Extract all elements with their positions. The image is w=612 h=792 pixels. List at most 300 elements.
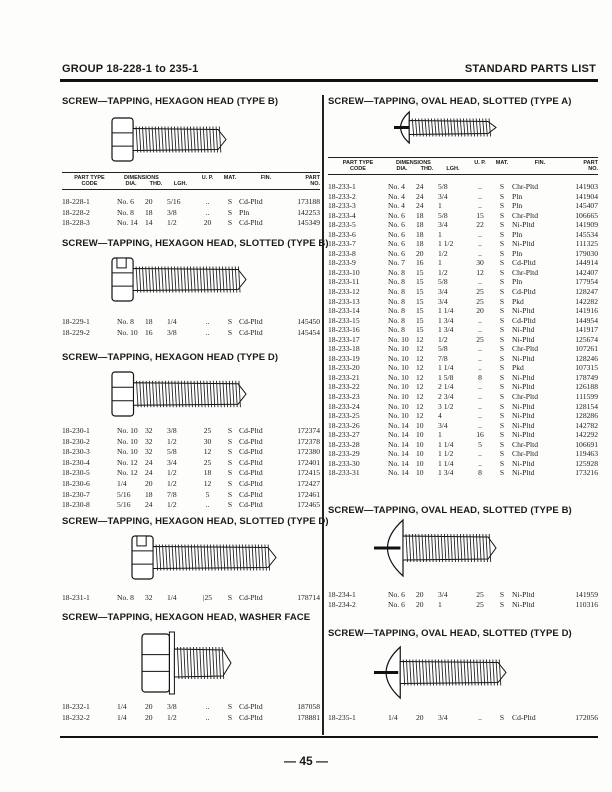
cell-code: 18-233-27 <box>328 430 360 440</box>
table-row <box>328 354 598 364</box>
cell-part: 142782 <box>575 420 598 430</box>
cell-fin: Cd-Pltd <box>512 713 536 722</box>
cell-thd: 10 <box>416 430 424 440</box>
screw-illustration <box>110 252 250 312</box>
cell-dia: No. 6 <box>388 248 405 258</box>
cell-lgh: 1 1/4 <box>438 458 454 468</box>
cell-dia: No. 8 <box>117 593 134 602</box>
table-row <box>328 373 598 383</box>
cell-thd: 12 <box>416 411 424 421</box>
cell-dia: 1/4 <box>117 702 127 711</box>
cell-mat: S <box>499 229 505 239</box>
cell-fin: Chr-Pltd <box>512 449 539 459</box>
cell-fin: Cd-Pltd <box>239 426 263 435</box>
cell-code: 18-228-1 <box>62 197 90 206</box>
cell-dia: No. 4 <box>388 191 405 201</box>
standard-parts-list-heading: STANDARD PARTS LIST <box>464 63 596 75</box>
cell-code: 18-233-4 <box>328 210 356 220</box>
parts-table <box>62 197 320 229</box>
cell-code: 18-233-8 <box>328 248 356 258</box>
cell-dia: No. 8 <box>388 267 405 277</box>
cell-code: 18-233-18 <box>328 344 360 354</box>
cell-lgh: 1 1/2 <box>438 449 454 459</box>
column-header-part: PART NO. <box>305 175 320 187</box>
cell-up: .. <box>478 182 482 191</box>
cell-thd: 24 <box>145 500 153 510</box>
cell-dia: No. 12 <box>117 468 138 478</box>
column-header-lgh: LGH. <box>446 166 460 172</box>
cell-mat: S <box>499 590 505 599</box>
cell-code: 18-233-15 <box>328 315 360 325</box>
cell-fin: Ni-Pltd <box>512 306 535 316</box>
cell-thd: 32 <box>145 447 153 457</box>
cell-mat: S <box>499 201 505 211</box>
cell-code: 18-230-1 <box>62 426 90 435</box>
cell-lgh: 1/2 <box>167 478 177 488</box>
cell-up: .. <box>478 449 482 459</box>
cell-lgh: 3/8 <box>167 702 177 711</box>
cell-dia: No. 8 <box>388 296 405 306</box>
cell-code: 18-233-31 <box>328 468 360 478</box>
cell-up: .. <box>478 458 482 468</box>
section-title: SCREW—TAPPING, OVAL HEAD, SLOTTED (TYPE A) <box>328 96 572 107</box>
cell-lgh: 4 <box>438 411 442 421</box>
column-header-fin: FIN. <box>534 160 546 166</box>
cell-thd: 24 <box>145 468 153 478</box>
cell-part: 111325 <box>575 239 598 249</box>
cell-thd: 15 <box>416 296 424 306</box>
cell-mat: S <box>499 248 505 258</box>
column-header-up: U. P. <box>201 175 214 181</box>
cell-mat: S <box>499 382 505 392</box>
cell-fin: Cd-Pltd <box>239 457 263 467</box>
cell-mat: S <box>499 306 505 316</box>
cell-code: 18-233-28 <box>328 439 360 449</box>
cell-fin: Chr-Pltd <box>512 182 539 191</box>
section-title: SCREW—TAPPING, OVAL HEAD, SLOTTED (TYPE B) <box>328 505 572 516</box>
cell-code: 18-233-9 <box>328 258 356 268</box>
cell-code: 18-228-2 <box>62 207 90 217</box>
cell-dia: No. 6 <box>388 239 405 249</box>
cell-lgh: 5/8 <box>438 210 448 220</box>
table-header <box>62 172 320 190</box>
cell-mat: S <box>227 478 233 488</box>
cell-thd: 12 <box>416 334 424 344</box>
cell-dia: No. 14 <box>388 458 409 468</box>
cell-fin: Pln <box>512 248 523 258</box>
cell-dia: No. 10 <box>388 353 409 363</box>
cell-lgh: 1/2 <box>167 468 177 478</box>
screw-illustration <box>110 366 250 427</box>
table-row <box>328 411 598 421</box>
cell-lgh: 1/2 <box>438 334 448 344</box>
cell-up: .. <box>205 702 210 711</box>
cell-fin: Cd-Pltd <box>239 447 263 457</box>
cell-mat: S <box>499 439 505 449</box>
cell-dia: No. 10 <box>117 447 138 457</box>
cell-thd: 12 <box>416 363 424 373</box>
cell-up: .. <box>205 327 210 337</box>
table-row <box>62 328 320 339</box>
cell-thd: 32 <box>145 593 153 602</box>
cell-thd: 32 <box>145 436 153 446</box>
section-title: SCREW—TAPPING, HEXAGON HEAD, WASHER FACE <box>62 612 311 623</box>
cell-thd: 12 <box>416 344 424 354</box>
cell-mat: S <box>499 325 505 335</box>
cell-code: 18-233-6 <box>328 229 356 239</box>
cell-fin: Chr-Pltd <box>512 439 539 449</box>
cell-thd: 32 <box>145 426 153 435</box>
cell-up: 5 <box>205 489 210 499</box>
cell-lgh: 5/16 <box>167 197 181 206</box>
footer-rule <box>60 736 598 738</box>
table-row <box>328 392 598 402</box>
cell-mat: S <box>227 447 233 457</box>
cell-lgh: 1 1/4 <box>438 439 454 449</box>
cell-part: 142282 <box>575 296 598 306</box>
cell-mat: S <box>499 210 505 220</box>
cell-up: .. <box>205 317 210 326</box>
cell-mat: S <box>499 267 505 277</box>
cell-part: 141917 <box>575 325 598 335</box>
cell-lgh: 3/4 <box>438 296 448 306</box>
cell-lgh: 3/4 <box>438 590 448 599</box>
cell-code: 18-233-12 <box>328 287 360 297</box>
cell-up: .. <box>205 207 210 217</box>
cell-lgh: 1/2 <box>167 712 177 722</box>
table-row <box>328 201 598 211</box>
cell-fin: Ni-Pltd <box>512 401 535 411</box>
cell-thd: 20 <box>416 599 424 609</box>
screw-illustration <box>110 112 230 172</box>
parts-table <box>62 702 320 723</box>
table-row <box>328 268 598 278</box>
cell-dia: No. 8 <box>388 287 405 297</box>
cell-mat: S <box>227 712 233 722</box>
table-row <box>328 287 598 297</box>
cell-part: 172380 <box>297 447 320 457</box>
cell-dia: No. 8 <box>117 207 134 217</box>
table-row <box>328 249 598 259</box>
cell-dia: No. 8 <box>388 277 405 287</box>
table-row <box>328 335 598 345</box>
table-row <box>328 440 598 450</box>
cell-part: 179030 <box>575 248 598 258</box>
cell-code: 18-231-1 <box>62 593 90 602</box>
cell-thd: 15 <box>416 315 424 325</box>
cell-fin: Cd-Pltd <box>239 218 263 228</box>
cell-part: 144954 <box>575 315 598 325</box>
cell-up: 18 <box>203 468 212 478</box>
cell-thd: 18 <box>416 239 424 249</box>
cell-up: 25 <box>476 334 484 344</box>
cell-fin: Ni-Pltd <box>512 458 535 468</box>
cell-part: 125928 <box>575 458 598 468</box>
cell-code: 18-235-1 <box>328 713 356 722</box>
cell-up: .. <box>478 277 482 287</box>
cell-dia: No. 14 <box>388 420 409 430</box>
cell-mat: S <box>499 468 505 478</box>
cell-code: 18-233-26 <box>328 420 360 430</box>
cell-mat: S <box>499 411 505 421</box>
cell-up: .. <box>478 191 482 201</box>
cell-fin: Chr-Pltd <box>512 267 539 277</box>
table-row <box>62 317 320 328</box>
cell-up: 25 <box>476 599 484 609</box>
column-header-code: PART TYPE CODE <box>74 175 105 187</box>
table-row <box>62 713 320 724</box>
cell-mat: S <box>499 344 505 354</box>
table-row <box>62 593 320 604</box>
column-header-part: PART NO. <box>583 160 598 172</box>
cell-mat: S <box>227 489 233 499</box>
cell-part: 128154 <box>575 401 598 411</box>
cell-up: 25 <box>203 426 212 435</box>
cell-dia: No. 10 <box>388 372 409 382</box>
header-rule <box>60 79 598 82</box>
cell-up: 25 <box>476 296 484 306</box>
cell-lgh: 1/2 <box>438 267 448 277</box>
cell-fin: Ni-Pltd <box>512 334 535 344</box>
cell-dia: No. 10 <box>117 426 138 435</box>
cell-part: 141909 <box>575 220 598 230</box>
cell-fin: Pkd <box>512 363 524 373</box>
cell-up: .. <box>478 382 482 392</box>
cell-lgh: 5/8 <box>438 344 448 354</box>
section-title: SCREW—TAPPING, HEXAGON HEAD (TYPE D) <box>62 352 279 363</box>
table-row <box>62 208 320 219</box>
cell-fin: Pln <box>512 277 523 287</box>
table-row <box>328 258 598 268</box>
cell-mat: S <box>227 197 233 206</box>
cell-thd: 24 <box>145 457 153 467</box>
cell-part: 119463 <box>575 449 598 459</box>
cell-up: .. <box>478 401 482 411</box>
cell-up: 5 <box>478 439 482 449</box>
cell-fin: Chr-Pltd <box>512 392 539 402</box>
cell-mat: S <box>499 191 505 201</box>
cell-thd: 20 <box>145 702 153 711</box>
cell-part: 128286 <box>575 411 598 421</box>
cell-code: 18-229-2 <box>62 327 90 337</box>
cell-fin: Pln <box>512 229 523 239</box>
section-title: SCREW—TAPPING, HEXAGON HEAD, SLOTTED (TYPE B) <box>62 238 329 249</box>
cell-lgh: 7/8 <box>438 353 448 363</box>
cell-mat: S <box>227 327 233 337</box>
cell-part: 145450 <box>297 317 320 326</box>
table-row <box>62 437 320 448</box>
cell-dia: No. 6 <box>388 229 405 239</box>
parts-table <box>328 590 598 609</box>
cell-thd: 18 <box>145 207 153 217</box>
cell-up: .. <box>205 500 210 510</box>
table-row <box>62 500 320 511</box>
column-header-mat: MAT. <box>495 160 509 166</box>
cell-up: 22 <box>476 220 484 230</box>
screw-illustration <box>390 110 500 150</box>
cell-dia: No. 14 <box>388 439 409 449</box>
cell-mat: S <box>227 702 233 711</box>
cell-mat: S <box>499 353 505 363</box>
cell-mat: S <box>499 449 505 459</box>
cell-part: 141916 <box>575 306 598 316</box>
cell-fin: Ni-Pltd <box>512 599 535 609</box>
column-header-lgh: LGH. <box>173 181 188 187</box>
cell-part: 128246 <box>575 353 598 363</box>
cell-dia: No. 10 <box>117 327 138 337</box>
cell-fin: Cd-Pltd <box>239 489 263 499</box>
cell-mat: S <box>227 500 233 510</box>
cell-code: 18-230-2 <box>62 436 90 446</box>
cell-part: 125674 <box>575 334 598 344</box>
cell-fin: Cd-Pltd <box>239 702 263 711</box>
cell-part: 172415 <box>297 468 320 478</box>
cell-dia: No. 6 <box>117 197 134 206</box>
table-row <box>328 363 598 373</box>
cell-up: .. <box>478 363 482 373</box>
cell-part: 111599 <box>575 392 598 402</box>
parts-table <box>62 426 320 511</box>
cell-mat: S <box>499 363 505 373</box>
cell-up: .. <box>478 229 482 239</box>
cell-fin: Cd-Pltd <box>512 315 536 325</box>
cell-dia: 5/16 <box>117 500 131 510</box>
cell-fin: Ni-Pltd <box>512 420 535 430</box>
cell-thd: 10 <box>416 468 424 478</box>
cell-thd: 24 <box>416 191 424 201</box>
cell-code: 18-233-14 <box>328 306 360 316</box>
cell-dia: No. 6 <box>388 210 405 220</box>
cell-mat: S <box>499 430 505 440</box>
cell-fin: Ni-Pltd <box>512 239 535 249</box>
cell-dia: 1/4 <box>117 712 127 722</box>
cell-mat: S <box>499 599 505 609</box>
cell-lgh: 1 5/8 <box>438 372 454 382</box>
cell-mat: S <box>499 315 505 325</box>
cell-thd: 12 <box>416 372 424 382</box>
cell-part: 107261 <box>575 344 598 354</box>
table-row <box>328 192 598 202</box>
cell-mat: S <box>227 207 233 217</box>
cell-mat: S <box>499 220 505 230</box>
cell-lgh: 5/8 <box>438 182 448 191</box>
cell-fin: Cd-Pltd <box>512 258 536 268</box>
cell-up: .. <box>478 315 482 325</box>
column-divider <box>322 95 324 735</box>
cell-up: .. <box>478 325 482 335</box>
cell-fin: Cd-Pltd <box>239 712 263 722</box>
cell-up: .. <box>478 344 482 354</box>
cell-thd: 16 <box>145 327 153 337</box>
cell-part: 141904 <box>575 191 598 201</box>
cell-lgh: 1 <box>438 599 442 609</box>
cell-fin: Cd-Pltd <box>239 500 263 510</box>
cell-up: 20 <box>476 306 484 316</box>
cell-dia: No. 10 <box>388 344 409 354</box>
column-header-mat: MAT. <box>223 175 237 181</box>
cell-up: 8 <box>478 468 482 478</box>
table-row <box>62 426 320 437</box>
cell-mat: S <box>227 426 233 435</box>
table-row <box>328 306 598 316</box>
cell-up: 25 <box>203 457 212 467</box>
table-row <box>328 449 598 459</box>
cell-mat: S <box>499 334 505 344</box>
cell-code: 18-230-4 <box>62 457 90 467</box>
cell-code: 18-232-1 <box>62 702 90 711</box>
cell-fin: Cd-Pltd <box>239 317 263 326</box>
cell-lgh: 3/4 <box>438 713 448 722</box>
cell-thd: 20 <box>416 248 424 258</box>
cell-thd: 15 <box>416 325 424 335</box>
cell-part: 141959 <box>575 590 598 599</box>
cell-dia: No. 10 <box>388 392 409 402</box>
cell-dia: No. 10 <box>117 436 138 446</box>
cell-code: 18-230-8 <box>62 500 90 510</box>
cell-mat: S <box>499 713 505 722</box>
cell-fin: Ni-Pltd <box>512 325 535 335</box>
cell-thd: 18 <box>145 489 153 499</box>
cell-dia: No. 10 <box>388 411 409 421</box>
cell-lgh: 1/2 <box>167 218 177 228</box>
cell-lgh: 1 <box>438 229 442 239</box>
cell-thd: 14 <box>145 218 153 228</box>
table-row <box>328 182 598 192</box>
cell-dia: No. 14 <box>117 218 138 228</box>
cell-code: 18-230-5 <box>62 468 90 478</box>
cell-mat: S <box>499 296 505 306</box>
cell-fin: Cd-Pltd <box>239 478 263 488</box>
cell-dia: No. 8 <box>388 315 405 325</box>
cell-up: .. <box>478 353 482 363</box>
group-heading: GROUP 18-228-1 to 235-1 <box>62 63 199 75</box>
cell-code: 18-233-16 <box>328 325 360 335</box>
table-header <box>328 157 598 175</box>
screw-illustration <box>140 628 235 703</box>
cell-dia: No. 8 <box>117 317 134 326</box>
cell-up: 25 <box>476 287 484 297</box>
cell-lgh: 1 3/4 <box>438 325 454 335</box>
cell-dia: 5/16 <box>117 489 131 499</box>
cell-up: 15 <box>476 210 484 220</box>
table-row <box>62 218 320 229</box>
cell-part: 110316 <box>575 599 598 609</box>
cell-mat: S <box>227 457 233 467</box>
cell-code: 18-232-2 <box>62 712 90 722</box>
cell-lgh: 5/8 <box>167 447 177 457</box>
cell-code: 18-234-1 <box>328 590 356 599</box>
column-header-up: U. P. <box>474 160 486 166</box>
cell-thd: 15 <box>416 287 424 297</box>
cell-thd: 20 <box>145 478 153 488</box>
cell-code: 18-233-29 <box>328 449 360 459</box>
table-row <box>328 316 598 326</box>
cell-code: 18-233-13 <box>328 296 360 306</box>
cell-part: 142292 <box>575 430 598 440</box>
column-header-dia: DIA. <box>125 181 137 187</box>
cell-part: 142407 <box>575 267 598 277</box>
cell-thd: 24 <box>416 182 424 191</box>
cell-lgh: 1/4 <box>167 317 177 326</box>
cell-thd: 18 <box>145 317 153 326</box>
cell-code: 18-233-22 <box>328 382 360 392</box>
cell-code: 18-233-1 <box>328 182 356 191</box>
cell-part: 126188 <box>575 382 598 392</box>
column-header-fin: FIN. <box>260 175 272 181</box>
cell-thd: 24 <box>416 201 424 211</box>
cell-code: 18-233-2 <box>328 191 356 201</box>
cell-code: 18-233-7 <box>328 239 356 249</box>
